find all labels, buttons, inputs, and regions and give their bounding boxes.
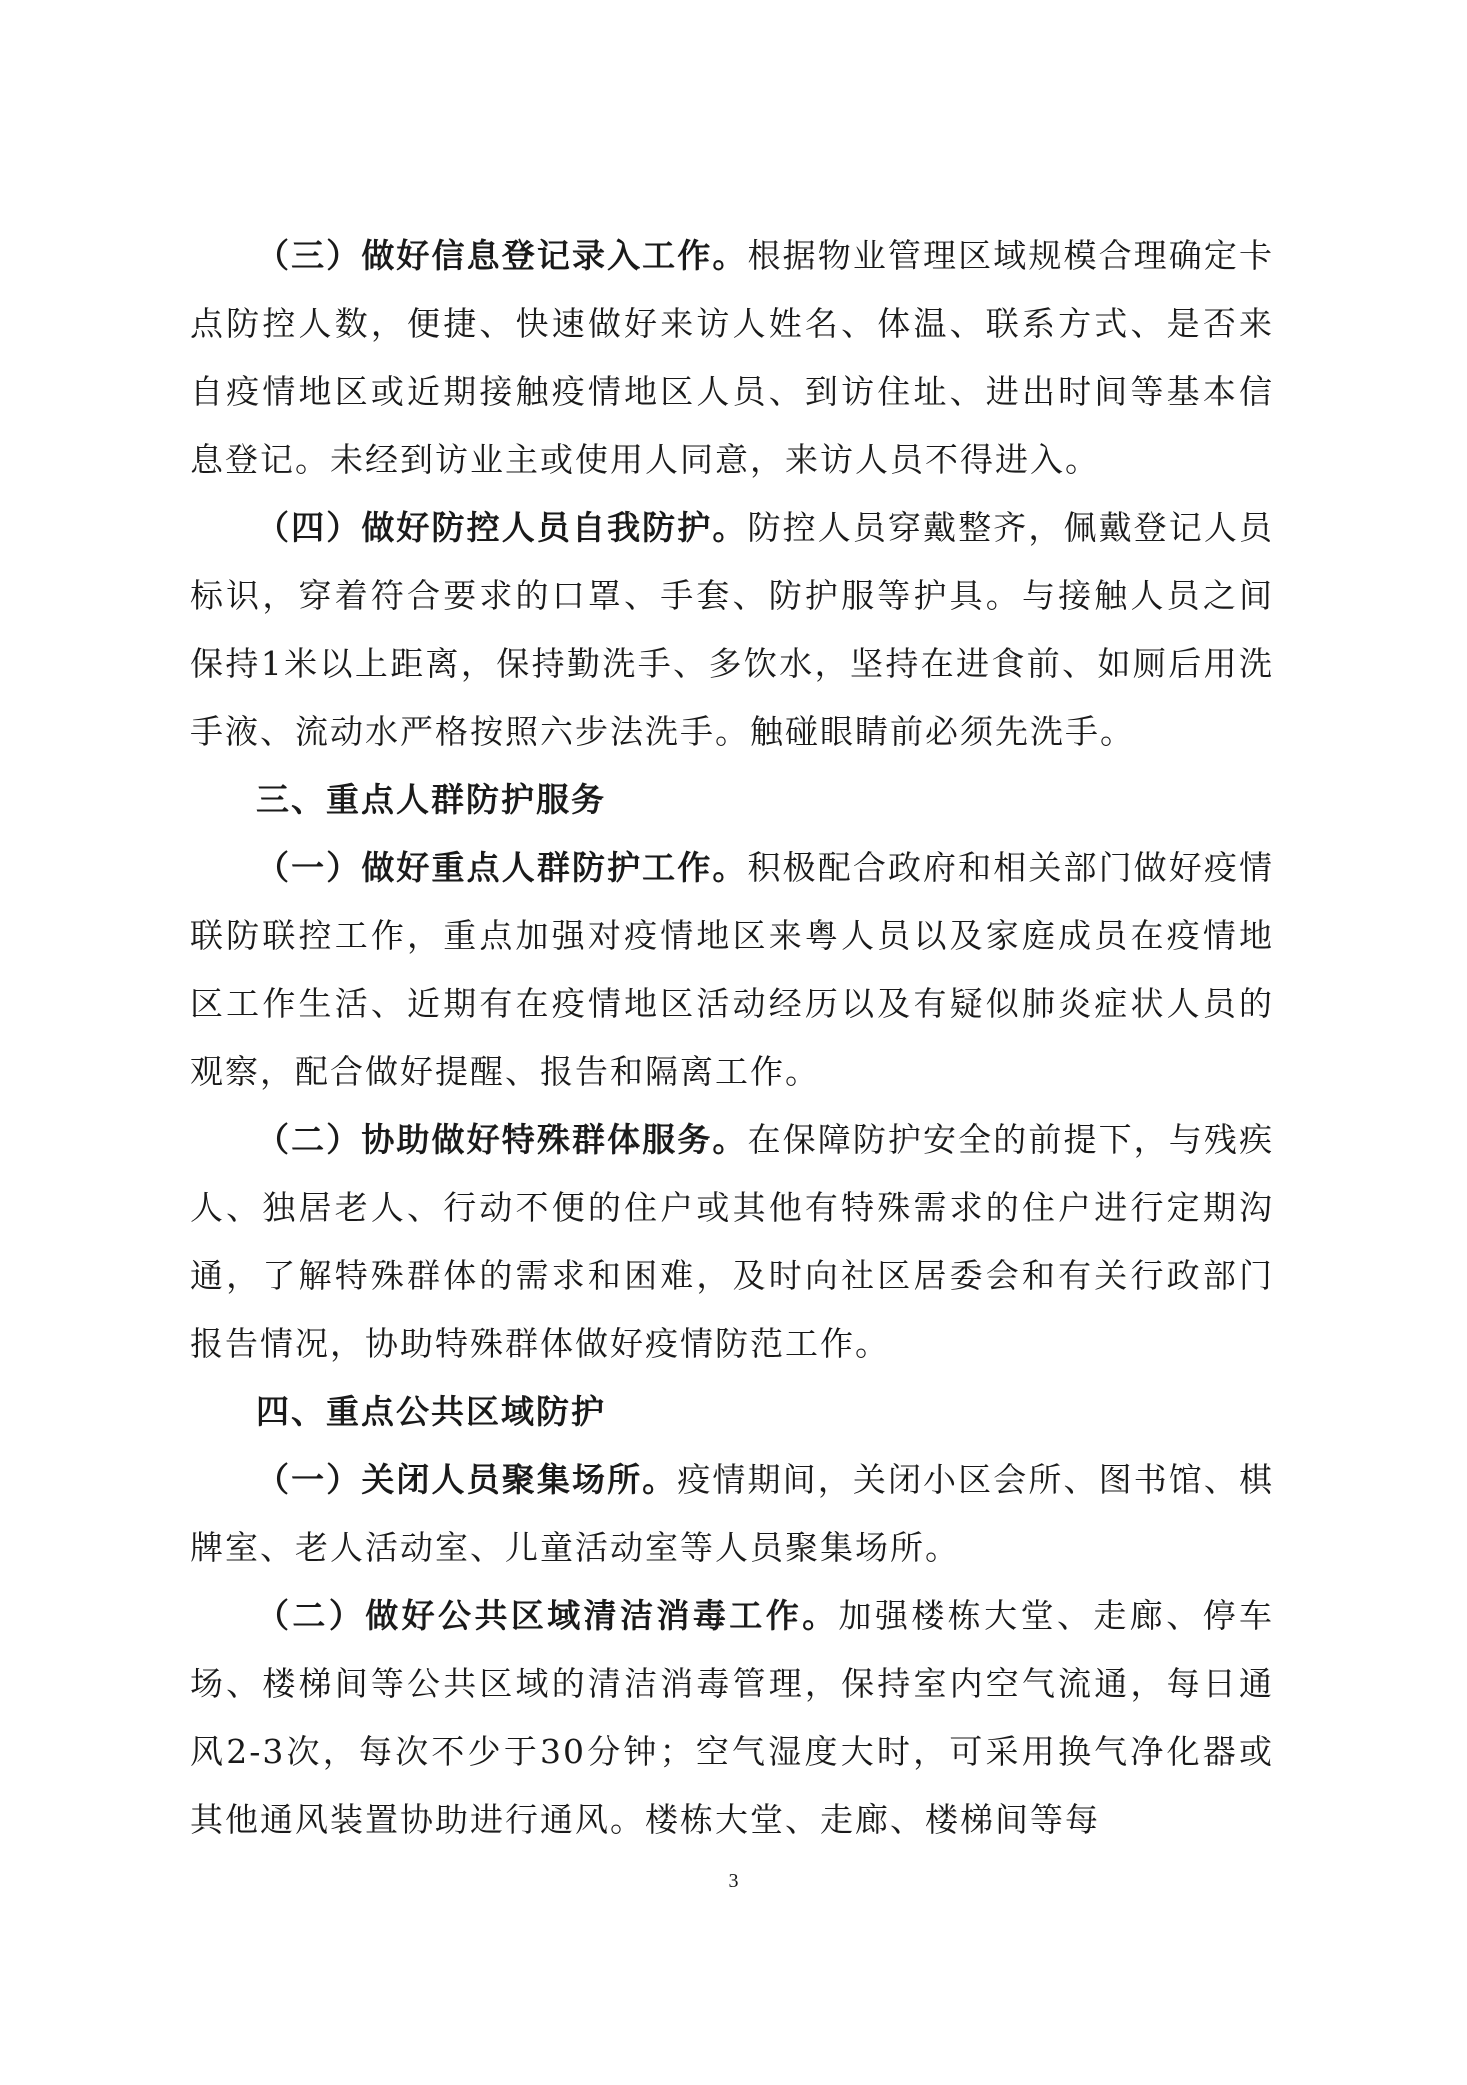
paragraph-lead: （四）做好防控人员自我防护。 bbox=[256, 508, 748, 547]
paragraph-lead: （三）做好信息登记录入工作。 bbox=[256, 236, 748, 275]
page-number: 3 bbox=[728, 1870, 739, 1892]
paragraph-body: 在保障防护安全的前提下，与残疾人、独居老人、行动不便的住户或其他有特殊需求的住户进行定期沟通，了解特殊群体的需求和困难，及时向社区居委会和有关行政部门报告情况，协助特殊群体做好疫情防范工作。 bbox=[190, 1120, 1275, 1363]
paragraph-lead: （二）做好公共区域清洁消毒工作。 bbox=[256, 1596, 839, 1635]
paragraph-body: 加强楼栋大堂、走廊、停车场、楼梯间等公共区域的清洁消毒管理，保持室内空气流通，每日通风2-3次，每次不少于30分钟；空气湿度大时，可采用换气净化器或其他通风装置协助进行通风。楼栋大堂、走廊、楼梯间等每 bbox=[190, 1596, 1275, 1839]
paragraph-staff-self-protection bbox=[190, 494, 1274, 766]
paragraph-lead: （一）做好重点人群防护工作。 bbox=[256, 848, 748, 887]
paragraph-body: 防控人员穿戴整齐，佩戴登记人员标识，穿着符合要求的口罩、手套、防护服等护具。与接触人员之间保持1米以上距离，保持勤洗手、多饮水，坚持在进食前、如厕后用洗手液、流动水严格按照六步法洗手。触碰眼睛前必须先洗手。 bbox=[190, 508, 1275, 751]
document-body bbox=[190, 222, 1274, 1854]
paragraph-body: 积极配合政府和相关部门做好疫情联防联控工作，重点加强对疫情地区来粤人员以及家庭成员在疫情地区工作生活、近期有在疫情地区活动经历以及有疑似肺炎症状人员的观察，配合做好提醒、报告和隔离工作。 bbox=[190, 848, 1275, 1091]
section-heading-public-areas: 四、重点公共区域防护 bbox=[256, 1392, 606, 1431]
paragraph-info-registration bbox=[190, 222, 1274, 494]
paragraph-body: 疫情期间，关闭小区会所、图书馆、棋牌室、老人活动室、儿童活动室等人员聚集场所。 bbox=[190, 1460, 1275, 1567]
paragraph-close-gathering-places bbox=[190, 1446, 1274, 1582]
paragraph-key-groups-protection bbox=[190, 834, 1274, 1106]
section-heading-key-groups: 三、重点人群防护服务 bbox=[256, 780, 606, 819]
paragraph-lead: （一）关闭人员聚集场所。 bbox=[256, 1460, 678, 1499]
paragraph-public-area-disinfection bbox=[190, 1582, 1274, 1854]
paragraph-special-groups-service bbox=[190, 1106, 1274, 1378]
paragraph-body: 根据物业管理区域规模合理确定卡点防控人数，便捷、快速做好来访人姓名、体温、联系方式、是否来自疫情地区或近期接触疫情地区人员、到访住址、进出时间等基本信息登记。未经到访业主或使用人同意，来访人员不得进入。 bbox=[190, 236, 1275, 479]
paragraph-lead: （二）协助做好特殊群体服务。 bbox=[256, 1120, 748, 1159]
